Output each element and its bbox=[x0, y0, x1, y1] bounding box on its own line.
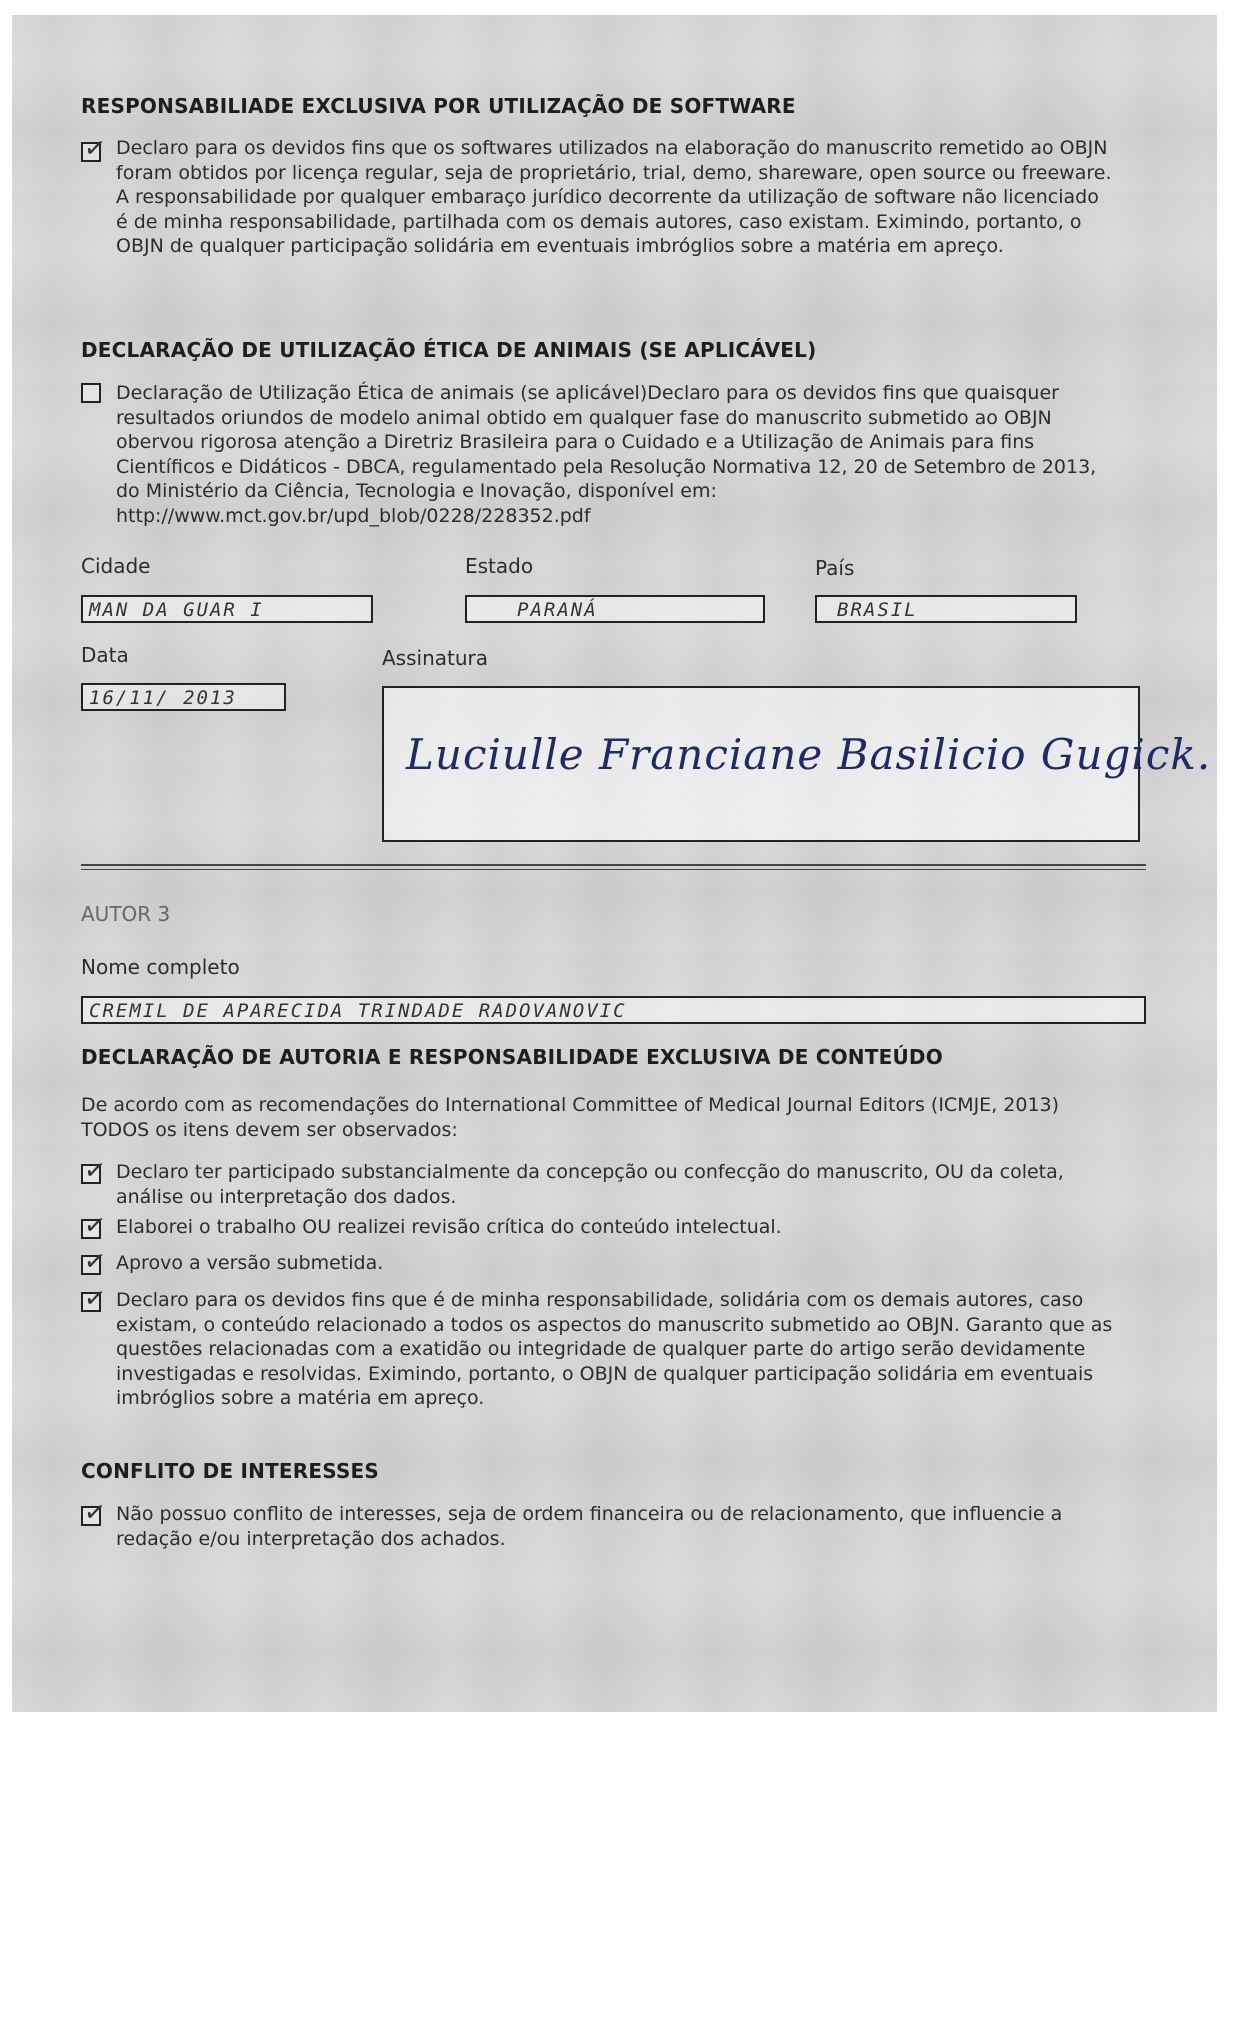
section-divider-thin bbox=[81, 869, 1146, 870]
authorship-heading: DECLARAÇÃO DE AUTORIA E RESPONSABILIDADE EXCLUSIVA DE CONTEÚDO bbox=[81, 1045, 943, 1069]
nome-completo-label: Nome completo bbox=[81, 955, 240, 979]
check-mark-icon: ✓ bbox=[82, 1154, 108, 1188]
section-divider bbox=[81, 864, 1146, 866]
nome-completo-field[interactable] bbox=[81, 996, 1146, 1024]
pais-value: BRASIL bbox=[837, 599, 918, 621]
authorship-checkbox-4[interactable] bbox=[81, 1282, 108, 1316]
conflict-checkbox[interactable] bbox=[81, 1496, 108, 1530]
cidade-field[interactable] bbox=[81, 595, 373, 623]
animals-text: Declaração de Utilização Ética de animais (se aplicável)Declaro para os devidos fins que quaisquer resultados oriundos de modelo animal obtido em qualquer fase do manuscrito submetido ao OBJN obervou rigorosa atenção a Diretriz Brasileira para o Cuidado e a Utilização de Animais para fins Científicos e Didáticos - DBCA, regulamentado pela Resolução Normativa 12, 20 de Setembro de 2013, do Ministério da Ciência, Tecnologia e Inovação, disponível em: http://www.mct.gov.br/upd_blob/0228/228352.pdf bbox=[116, 382, 1097, 527]
pais-label: País bbox=[815, 556, 855, 580]
check-mark-icon: ✓ bbox=[82, 1282, 108, 1316]
cidade-value: MAN DA GUAR I bbox=[89, 599, 264, 621]
check-mark-icon: ✓ bbox=[82, 1496, 108, 1530]
signature-box[interactable] bbox=[382, 686, 1212, 842]
authorship-item-1: Declaro ter participado substancialmente da concepção ou confecção do manuscrito, OU da coleta, análise ou interpretação dos dados. bbox=[116, 1161, 1064, 1208]
conflict-text: Não possuo conflito de interesses, seja de ordem financeira ou de relacionamento, que influencie a redação e/ou interpretação dos achados. bbox=[116, 1503, 1063, 1550]
check-mark-icon: ✓ bbox=[82, 132, 108, 166]
conflict-heading: CONFLITO DE INTERESSES bbox=[81, 1459, 380, 1483]
estado-value: PARANÁ bbox=[517, 599, 598, 621]
authorship-checkbox-1[interactable] bbox=[81, 1154, 108, 1188]
animals-heading: DECLARAÇÃO DE UTILIZAÇÃO ÉTICA DE ANIMAIS (SE APLICÁVEL) bbox=[81, 338, 817, 362]
authorship-item-2: Elaborei o trabalho OU realizei revisão crítica do conteúdo intelectual. bbox=[116, 1216, 782, 1238]
check-mark-icon: ✓ bbox=[82, 1209, 108, 1243]
cidade-label: Cidade bbox=[81, 554, 151, 578]
data-label: Data bbox=[81, 643, 129, 667]
authorship-checkbox-2[interactable] bbox=[81, 1209, 108, 1243]
authorship-item-4: Declaro para os devidos fins que é de minha responsabilidade, solidária com os demais autores, caso existam, o conteúdo relacionado a todos os aspectos do manuscrito submetido ao OBJN. Garanto que as questões relacionadas com a exatidão ou integridade de qualquer parte do artigo serão devidamente investigadas e resolvidas. Eximindo, portanto, o OBJN de qualquer participação solidária em eventuais imbróglios sobre a matéria em apreço. bbox=[116, 1289, 1113, 1409]
data-value: 16/11/ 2013 bbox=[89, 687, 237, 709]
software-heading: RESPONSABILIADE EXCLUSIVA POR UTILIZAÇÃO DE SOFTWARE bbox=[81, 94, 796, 118]
author3-label: AUTOR 3 bbox=[81, 902, 171, 926]
authorship-item-3: Aprovo a versão submetida. bbox=[116, 1252, 384, 1274]
pais-field[interactable] bbox=[815, 595, 1077, 623]
check-mark-icon: ✓ bbox=[82, 1245, 108, 1279]
authorship-intro: De acordo com as recomendações do International Committee of Medical Journal Editors (ICMJE, 2013) TODOS os itens devem ser observados: bbox=[81, 1094, 1060, 1141]
estado-label: Estado bbox=[465, 554, 534, 578]
data-field[interactable] bbox=[81, 683, 286, 711]
nome-completo-value: CREMIL DE APARECIDA TRINDADE RADOVANOVIC bbox=[89, 1000, 627, 1022]
handwritten-signature: Luciulle Franciane Basilicio Gugick. bbox=[406, 730, 1212, 779]
software-checkbox[interactable] bbox=[81, 132, 108, 166]
authorship-checkbox-3[interactable] bbox=[81, 1245, 108, 1279]
estado-field[interactable] bbox=[465, 595, 765, 623]
software-text: Declaro para os devidos fins que os softwares utilizados na elaboração do manuscrito remetido ao OBJN foram obtidos por licença regular, seja de proprietário, trial, demo, shareware, open source ou freeware. A responsabilidade por qualquer embaraço jurídico decorrente da utilização de software não licenciado é de minha responsabilidade, partilhada com os demais autores, caso existam. Eximindo, portanto, o OBJN de qualquer participação solidária em eventuais imbróglios sobre a matéria em apreço. bbox=[116, 137, 1112, 257]
assinatura-label: Assinatura bbox=[382, 646, 489, 670]
animals-checkbox[interactable] bbox=[81, 383, 101, 403]
